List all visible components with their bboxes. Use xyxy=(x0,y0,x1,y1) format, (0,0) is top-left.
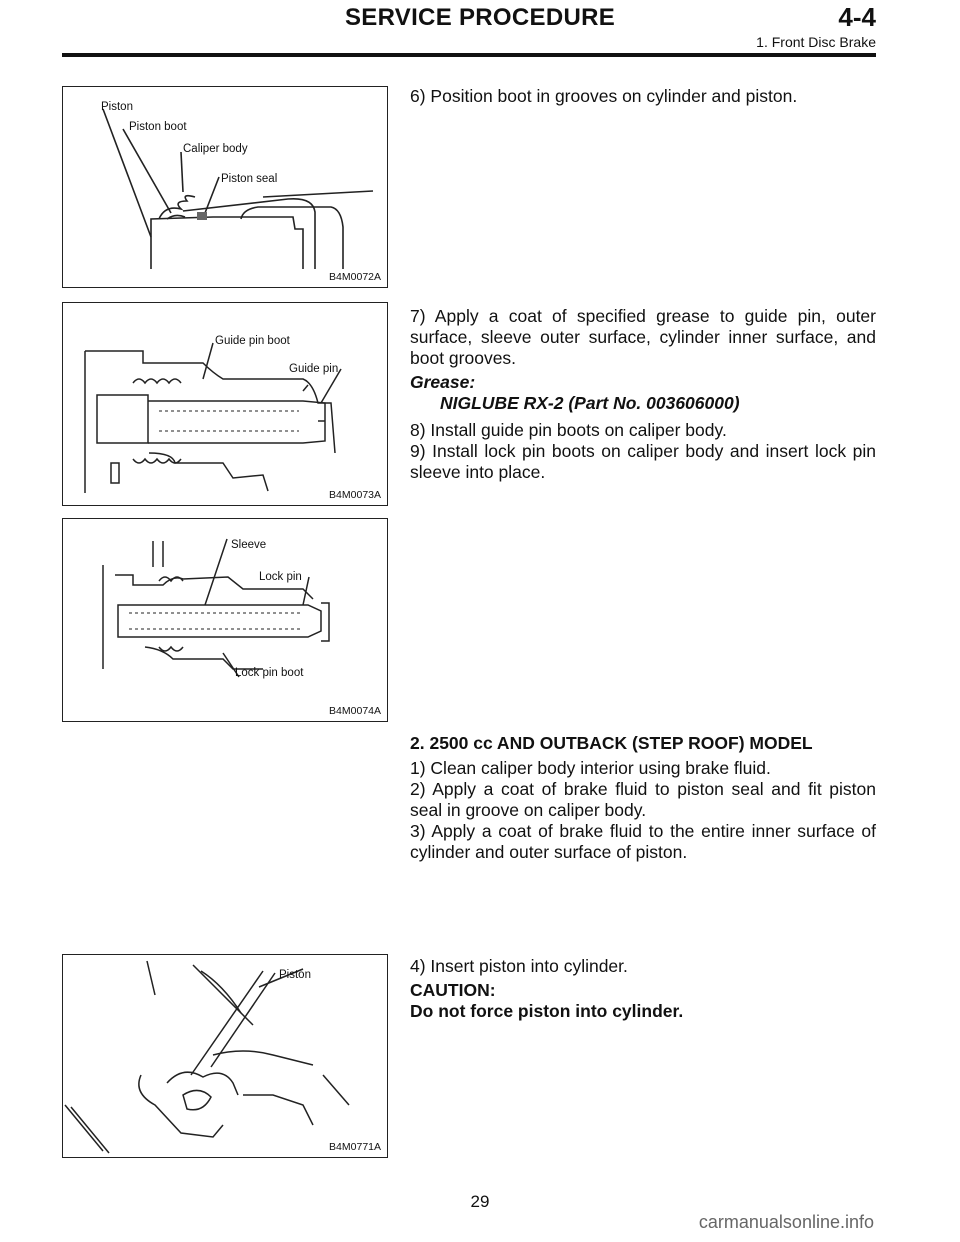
guide-pin-diagram xyxy=(63,303,387,505)
watermark: carmanualsonline.info xyxy=(698,1212,874,1232)
insert-piston-diagram xyxy=(63,955,387,1157)
piston-boot-diagram xyxy=(63,87,387,287)
label-guide-pin: Guide pin xyxy=(289,363,339,375)
figure-code: B4M0771A xyxy=(329,1141,381,1153)
section2-step-2: 2) Apply a coat of brake fluid to piston seal and fit piston seal in groove on caliper body. xyxy=(410,779,876,820)
page-title: SERVICE PROCEDURE xyxy=(344,4,616,31)
section-heading: 2. 2500 cc AND OUTBACK (STEP ROOF) MODEL xyxy=(410,733,813,753)
section-subtitle: 1. Front Disc Brake xyxy=(756,34,876,50)
label-caliper-body: Caliper body xyxy=(183,143,248,155)
label-piston-seal: Piston seal xyxy=(221,173,278,185)
figure-code: B4M0074A xyxy=(329,705,381,717)
step-9: 9) Install lock pin boots on caliper body and insert lock pin sleeve into place. xyxy=(410,441,876,482)
section2-step-3: 3) Apply a coat of brake fluid to the entire inner surface of cylinder and outer surface of piston. xyxy=(410,821,876,862)
step-6: 6) Position boot in grooves on cylinder and piston. xyxy=(410,86,798,106)
grease-label: Grease: xyxy=(410,372,476,392)
figure-insert-piston xyxy=(62,954,388,1158)
page-number: 29 xyxy=(470,1192,490,1211)
label-piston-boot: Piston boot xyxy=(129,121,187,133)
figure-guide-pin xyxy=(62,302,388,506)
step-8: 8) Install guide pin boots on caliper body. xyxy=(410,420,727,440)
header-rule xyxy=(62,53,876,57)
step-7: 7) Apply a coat of specified grease to guide pin, outer surface, sleeve outer surface, cylinder inner surface, and boot grooves. xyxy=(410,306,876,368)
figure-lock-pin xyxy=(62,518,388,722)
label-lock-pin-boot: Lock pin boot xyxy=(235,667,304,679)
figure-piston-boot xyxy=(62,86,388,288)
label-guide-pin-boot: Guide pin boot xyxy=(215,335,290,347)
grease-value: NIGLUBE RX-2 (Part No. 003606000) xyxy=(440,393,740,413)
label-piston: Piston xyxy=(279,969,311,981)
lock-pin-diagram xyxy=(63,519,387,721)
label-sleeve: Sleeve xyxy=(231,539,267,551)
label-lock-pin: Lock pin xyxy=(259,571,302,583)
figure-code: B4M0072A xyxy=(329,271,381,283)
caution-label: CAUTION: xyxy=(410,980,496,1000)
section2-step-4: 4) Insert piston into cylinder. xyxy=(410,956,628,976)
figure-code: B4M0073A xyxy=(329,489,381,501)
section-code: 4-4 xyxy=(838,2,876,32)
section2-step-1: 1) Clean caliper body interior using brake fluid. xyxy=(410,758,771,778)
label-piston: Piston xyxy=(101,101,133,113)
caution-text: Do not force piston into cylinder. xyxy=(410,1001,684,1021)
